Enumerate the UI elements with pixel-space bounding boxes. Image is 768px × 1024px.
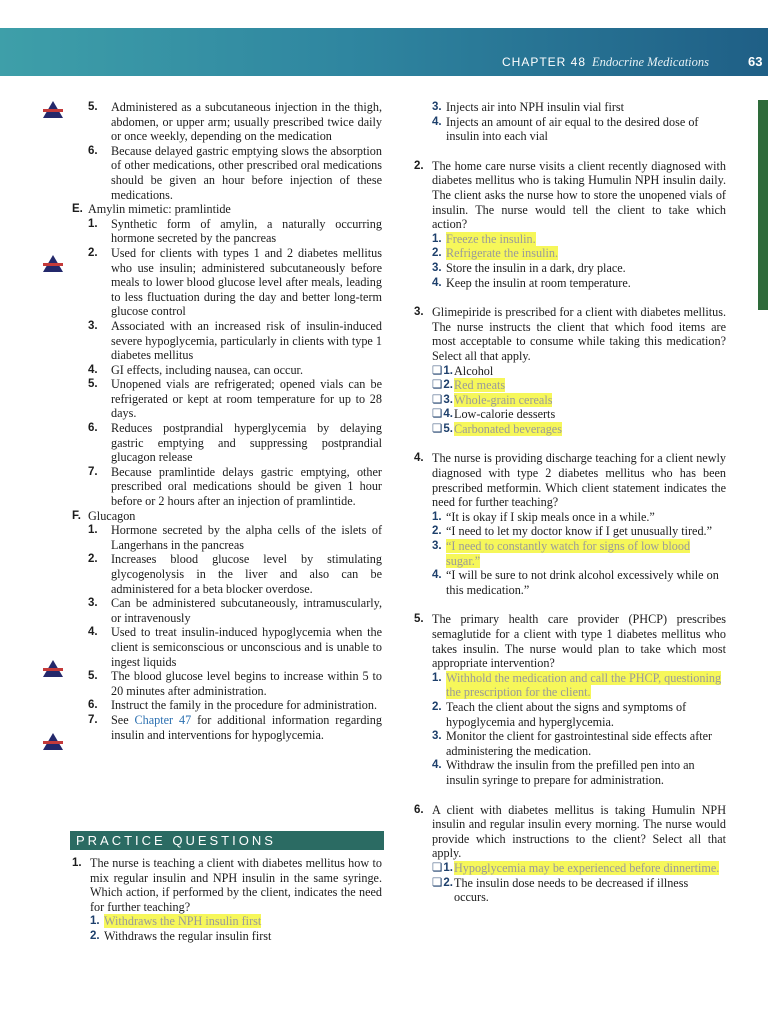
list-item: 4. Used to treat insulin-induced hypoglycemia when the client is semiconscious or unconscious and is unable to ingest liquids <box>88 625 382 669</box>
answer-option[interactable]: 2. Withdraws the regular insulin first <box>90 928 272 943</box>
answer-option[interactable]: 4. Keep the insulin at room temperature. <box>432 275 631 290</box>
answer-option[interactable]: 4. Withdraw the insulin from the prefilled pen into an insulin syringe to prepare for administration. <box>432 758 695 787</box>
list-item: 3. Can be administered subcutaneously, intramuscularly, or intravenously <box>88 596 382 625</box>
checkbox-option[interactable]: ❏ 3. Whole-grain cereals <box>414 393 726 408</box>
answer-option[interactable]: 1. Withhold the medication and call the PHCP, questioning the prescription for the client. <box>432 670 722 700</box>
list-item: 3. Associated with an increased risk of insulin-induced severe hypoglycemia, particularly in clients with type 1 diabetes mellitus <box>88 318 382 363</box>
list-item: 4. GI effects, including nausea, can occur. <box>88 362 303 377</box>
right-column <box>414 100 726 905</box>
priority-triangle-icon <box>43 733 63 750</box>
list-item: 7. See Chapter 47 for additional information regarding insulin and interventions for hypoglycemia. <box>88 712 382 742</box>
left-column <box>72 100 382 742</box>
practice-questions-banner: PRACTICE QUESTIONS <box>70 831 384 850</box>
priority-triangle-icon <box>43 660 63 677</box>
page-number: 63 <box>748 54 763 69</box>
answer-option[interactable]: 1. Withdraws the NPH insulin first <box>90 914 262 929</box>
answer-option[interactable]: 4. Injects an amount of air equal to the desired dose of insulin into each vial <box>432 114 699 144</box>
question-1: 1. The nurse is teaching a client with diabetes mellitus how to mix regular insulin and NPH insulin in the same syringe. Which action, if performed by the client, indicates the need for further teaching? <box>72 856 382 914</box>
list-item: 1. Synthetic form of amylin, a naturally occurring hormone secreted by the pancreas <box>88 216 382 246</box>
list-item: 2. Increases blood glucose level by stimulating glycogenolysis in the liver and also can be administered for a beta blocker overdose. <box>88 552 382 596</box>
checkbox-option[interactable]: ❏ 1. Hypoglycemia may be experienced before dinnertime. <box>414 861 726 876</box>
section-heading-e: E. Amylin mimetic: pramlintide <box>72 202 231 217</box>
list-item: 5. Administered as a subcutaneous injection in the thigh, abdomen, or upper arm; usually prescribed twice daily or once weekly, depending on the medication <box>88 100 382 144</box>
highlighted-answer: Withdraws the NPH insulin first <box>104 914 262 929</box>
chapter-subtitle: Endocrine Medications <box>592 55 710 69</box>
question-2: 2. The home care nurse visits a client recently diagnosed with diabetes mellitus who is taking Humulin NPH insulin daily. The client asks the nurse how to store the unopened vials of insulin. The nurse would tell the client to take which action? <box>414 158 726 232</box>
answer-option[interactable]: 4. “I will be sure to not drink alcohol excessively while on this medication.” <box>432 568 719 597</box>
priority-triangle-icon <box>43 255 63 272</box>
answer-option[interactable]: 3. Store the insulin in a dark, dry place. <box>432 260 626 275</box>
list-item: 5. The blood glucose level begins to increase within 5 to 20 minutes after administration. <box>88 669 382 698</box>
list-item: 7. Because pramlintide delays gastric emptying, other prescribed oral medications should be given 1 hour before or 2 hours after an injection of pramlintide. <box>88 464 382 509</box>
section-edge-tab <box>758 100 768 310</box>
list-item: 2. Used for clients with types 1 and 2 diabetes mellitus who use insulin; administered subcutaneously before meals to lower blood glucose level after meals, leading to less fluctuation during the day and better long-term glucose control <box>88 245 382 319</box>
answer-option[interactable]: 1. Freeze the insulin. <box>432 231 536 246</box>
answer-option[interactable]: 2. “I need to let my doctor know if I get unusually tired.” <box>432 524 713 539</box>
answer-option[interactable]: 3. Injects air into NPH insulin vial first <box>432 100 625 114</box>
question-5: 5. The primary health care provider (PHCP) prescribes semaglutide for a client with type 1 diabetes mellitus who takes insulin. The nurse would plan to take which most appropriate intervention? <box>414 612 726 671</box>
question-4: 4. The nurse is providing discharge teaching for a client newly diagnosed with type 2 diabetes mellitus who has been prescribed metformin. Which client statement indicates the need for further teaching? <box>414 451 726 510</box>
chapter-running-head <box>502 55 709 70</box>
checkbox-option[interactable]: ❏ 5. Carbonated beverages <box>414 422 726 437</box>
list-item: 6. Because delayed gastric emptying slows the absorption of other medications, other prescribed oral medications should be given an hour before injection of these medications. <box>88 143 382 202</box>
question-3: 3. Glimepiride is prescribed for a client with diabetes mellitus. The nurse instructs the client that which food items are most acceptable to consume while taking this medication? Select all that apply. <box>414 305 726 363</box>
left-column-questions <box>72 856 382 944</box>
checkbox-option[interactable]: ❏ 2. The insulin dose needs to be decreased if illness occurs. <box>414 876 726 905</box>
priority-triangle-icon <box>43 101 63 118</box>
answer-option[interactable]: 2. Teach the client about the signs and symptoms of hypoglycemia and hyperglycemia. <box>432 699 687 729</box>
checkbox-option[interactable]: ❏ 1. Alcohol <box>414 364 726 379</box>
checkbox-option[interactable]: ❏ 2. Red meats <box>414 378 726 393</box>
list-item: 1. Hormone secreted by the alpha cells of the islets of Langerhans in the pancreas <box>88 523 382 552</box>
list-item: 6. Reduces postprandial hyperglycemia by delaying gastric emptying and suppressing postprandial glucagon release <box>88 421 382 465</box>
chapter-label: CHAPTER 48 <box>502 55 587 69</box>
question-6: 6. A client with diabetes mellitus is taking Humulin NPH insulin and regular insulin every morning. The nurse would provide which instructions to the client? Select all that apply. <box>414 802 726 861</box>
list-item: 5. Unopened vials are refrigerated; opened vials can be refrigerated or kept at room temperature for up to 28 days. <box>88 377 382 421</box>
answer-option[interactable]: 3. “I need to constantly watch for signs of low blood sugar.” <box>432 539 691 568</box>
section-heading-f: F. Glucagon <box>72 508 136 523</box>
chapter-47-link[interactable]: Chapter 47 <box>134 712 192 727</box>
answer-option[interactable]: 2. Refrigerate the insulin. <box>432 246 559 261</box>
list-item: 6. Instruct the family in the procedure for administration. <box>88 698 378 713</box>
answer-option[interactable]: 3. Monitor the client for gastrointestinal side effects after administering the medication. <box>432 729 713 758</box>
checkbox-option[interactable]: ❏ 4. Low-calorie desserts <box>414 407 726 422</box>
answer-option[interactable]: 1. “It is okay if I skip meals once in a while.” <box>432 509 655 524</box>
